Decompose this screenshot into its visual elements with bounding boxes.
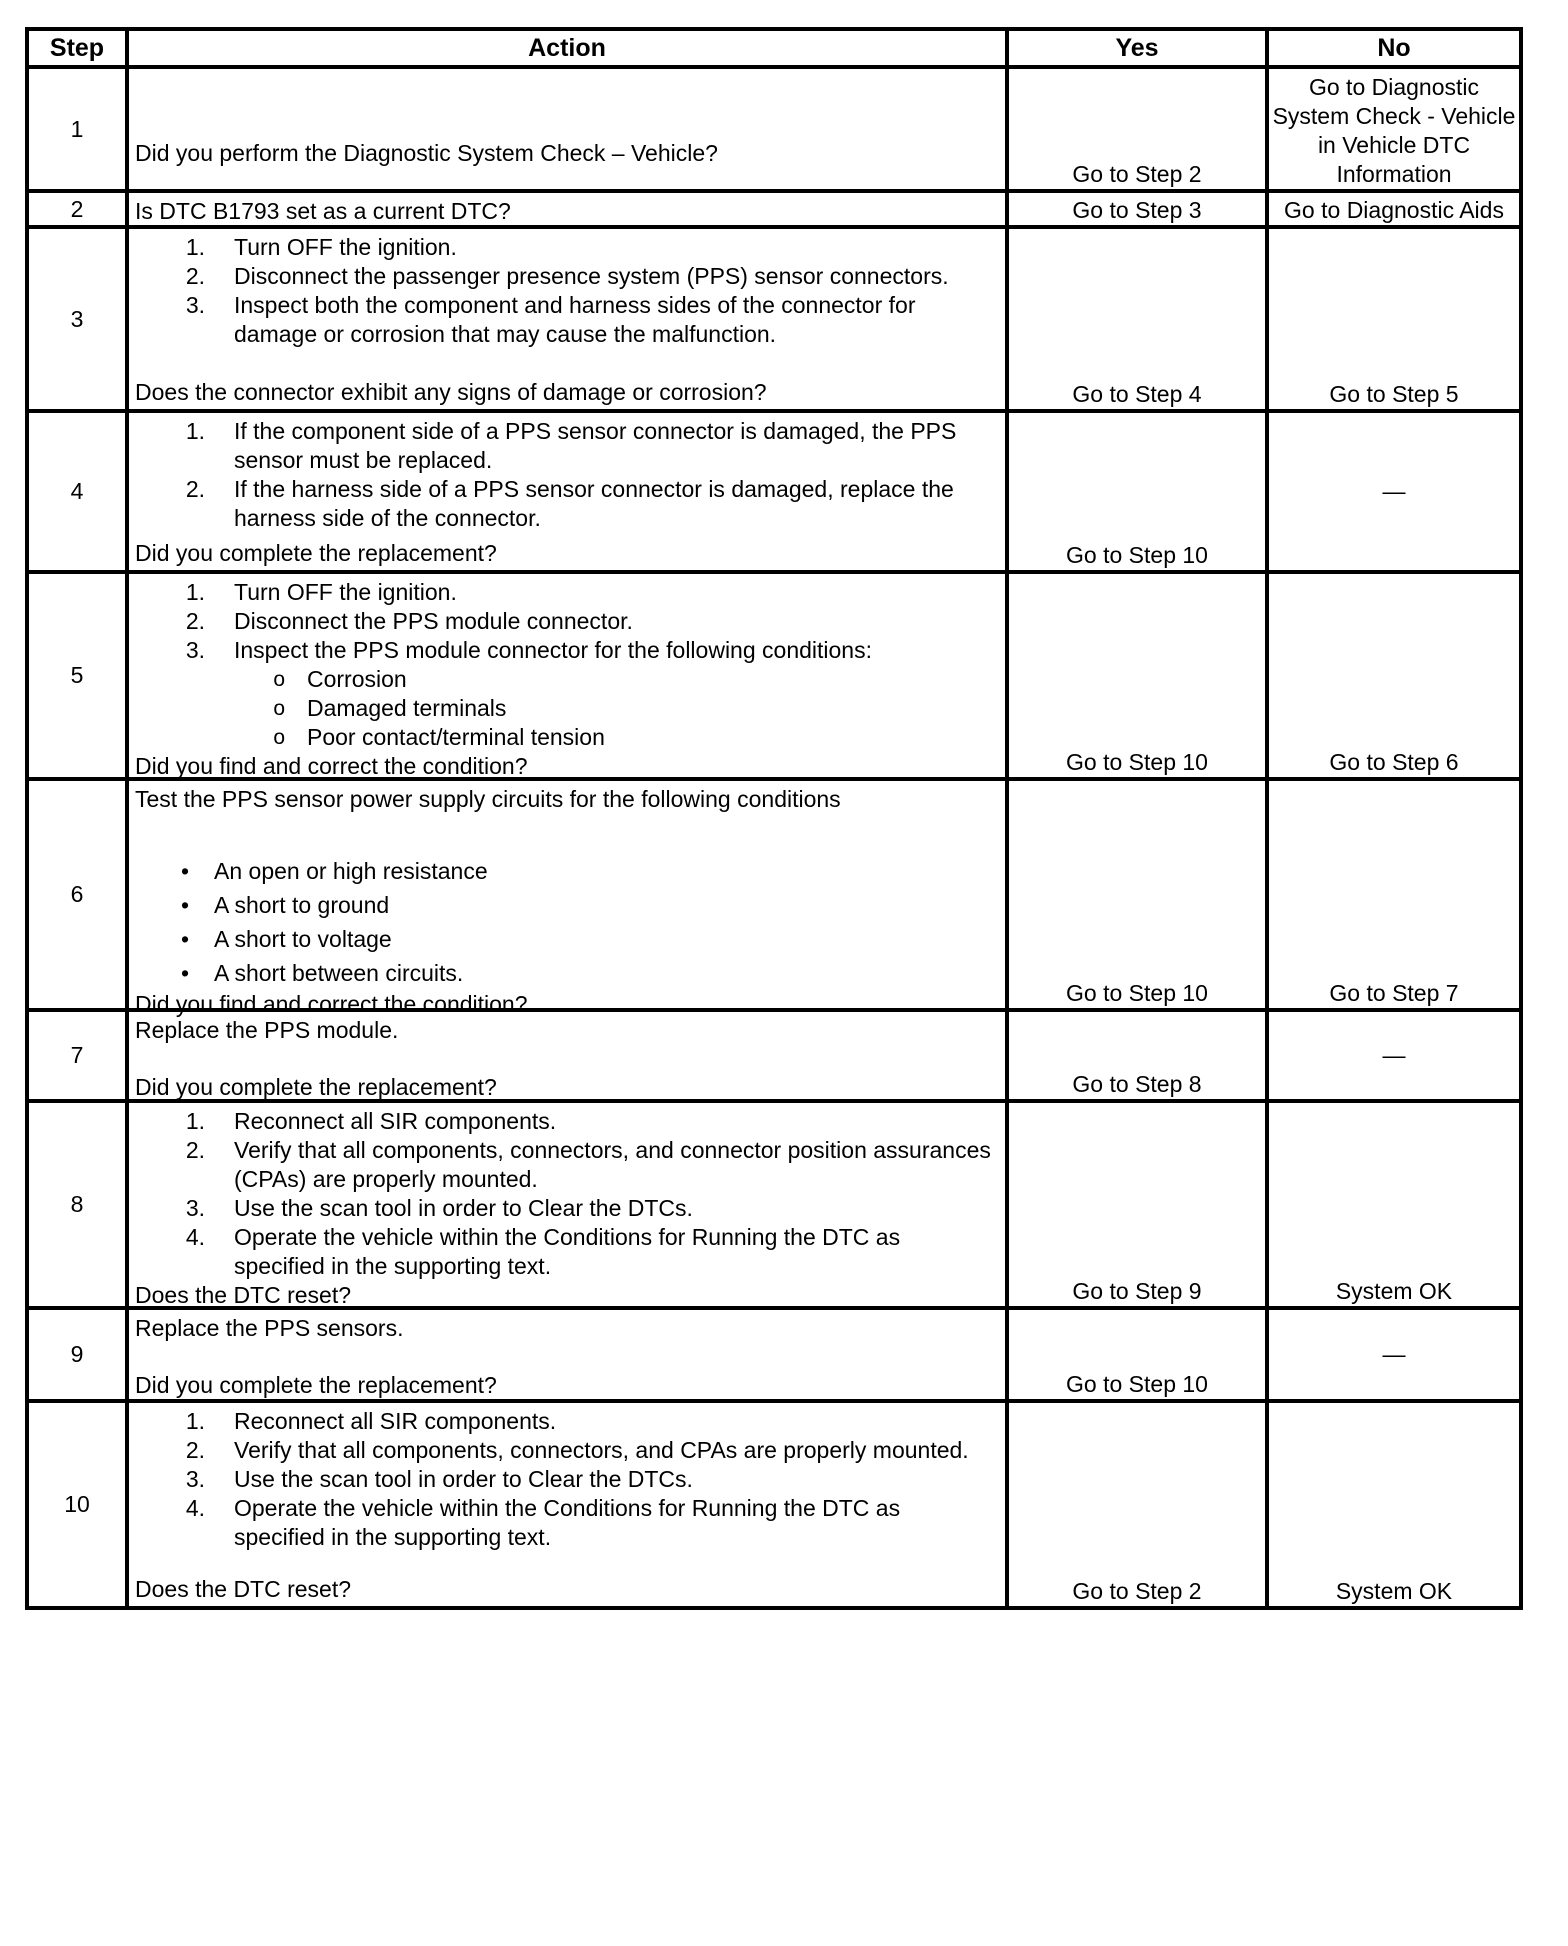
- table-row: [27, 572, 1521, 779]
- step-number: 3: [27, 227, 127, 411]
- step-number: 1: [27, 67, 127, 191]
- item-text: If the component side of a PPS sensor connector is damaged, the PPS sensor must be replaced.: [234, 418, 957, 473]
- list-item: [135, 1223, 997, 1281]
- bullet-icon: •: [180, 926, 189, 952]
- table-row: [27, 1401, 1521, 1608]
- item-text: Disconnect the PPS module connector.: [234, 608, 633, 634]
- table-row: [27, 67, 1521, 191]
- action-cell: [127, 1401, 1007, 1608]
- list-item: [135, 417, 997, 475]
- yes-result: Go to Step 9: [1007, 1101, 1267, 1308]
- yes-result: Go to Step 10: [1007, 411, 1267, 572]
- list-item: [135, 475, 997, 533]
- action-cell: [127, 227, 1007, 411]
- bullet-text: An open or high resistance: [214, 858, 488, 884]
- action-cell: [127, 67, 1007, 191]
- no-result: —: [1267, 411, 1521, 572]
- item-number: 2.: [185, 476, 205, 502]
- action-question: Did you complete the replacement?: [135, 1074, 497, 1100]
- action-cell: [127, 779, 1007, 1017]
- action-question: Does the DTC reset?: [135, 1282, 352, 1308]
- sub-list-item: [135, 723, 997, 752]
- table-body: [27, 67, 1521, 1608]
- no-result: Go to Step 7: [1267, 779, 1521, 1010]
- list-item: [135, 1136, 997, 1194]
- item-number: 4.: [185, 1224, 205, 1250]
- action-intro: Test the PPS sensor power supply circuits for the following conditions: [135, 786, 841, 812]
- list-item: [135, 636, 997, 665]
- table-row: [27, 1101, 1521, 1308]
- list-item: [135, 1194, 997, 1223]
- list-item: [135, 1465, 997, 1494]
- step-number: 4: [27, 411, 127, 572]
- sub-item-text: Poor contact/terminal tension: [307, 724, 605, 750]
- list-item: [135, 1407, 997, 1436]
- no-result: Go to Diagnostic System Check - Vehicle in Vehicle DTC Information: [1267, 67, 1521, 191]
- numbered-list: [135, 233, 997, 349]
- sub-list: [135, 665, 997, 752]
- step-number: 9: [27, 1308, 127, 1401]
- diagnostic-table: [25, 27, 1523, 1610]
- header-no: No: [1267, 29, 1521, 67]
- item-number: 2.: [185, 608, 205, 634]
- bullet-icon: •: [180, 892, 189, 918]
- yes-result: Go to Step 4: [1007, 227, 1267, 411]
- bullet-list-item: [135, 854, 997, 888]
- action-question: Did you complete the replacement?: [135, 1372, 497, 1398]
- yes-result: Go to Step 2: [1007, 1401, 1267, 1608]
- sub-item-text: Corrosion: [307, 666, 407, 692]
- table-row: [27, 1010, 1521, 1101]
- header-step: Step: [27, 29, 127, 67]
- header-row: [27, 29, 1521, 67]
- item-number: 2.: [185, 1137, 205, 1163]
- item-text: Verify that all components, connectors, and connector position assurances (CPAs) are properly mounted.: [234, 1137, 991, 1192]
- item-text: Turn OFF the ignition.: [234, 579, 457, 605]
- bullet-list-item: [135, 956, 997, 990]
- sub-list-item: [135, 665, 997, 694]
- no-result: —: [1267, 1010, 1521, 1101]
- action-intro: Replace the PPS module.: [135, 1017, 399, 1043]
- item-number: 3.: [185, 1195, 205, 1221]
- item-text: Use the scan tool in order to Clear the DTCs.: [234, 1466, 693, 1492]
- yes-result: Go to Step 3: [1007, 191, 1267, 227]
- action-intro: Replace the PPS sensors.: [135, 1315, 404, 1341]
- table-row: [27, 191, 1521, 227]
- step-number: 8: [27, 1101, 127, 1308]
- sub-list-item: [135, 694, 997, 723]
- action-cell: [127, 411, 1007, 572]
- list-item: [135, 1107, 997, 1136]
- header-action: Action: [127, 29, 1007, 67]
- no-result: System OK: [1267, 1101, 1521, 1308]
- action-cell: [127, 191, 1007, 227]
- item-text: Use the scan tool in order to Clear the DTCs.: [234, 1195, 693, 1221]
- item-text: Turn OFF the ignition.: [234, 234, 457, 260]
- yes-result: Go to Step 10: [1007, 779, 1267, 1010]
- action-cell: [127, 1308, 1007, 1401]
- list-item: [135, 1494, 997, 1552]
- yes-result: Go to Step 8: [1007, 1010, 1267, 1101]
- action-question: Did you perform the Diagnostic System Check – Vehicle?: [135, 140, 718, 166]
- item-text: Disconnect the passenger presence system (PPS) sensor connectors.: [234, 263, 949, 289]
- bullet-text: A short to ground: [214, 892, 390, 918]
- action-question: Does the DTC reset?: [135, 1576, 352, 1602]
- item-number: 3.: [185, 1466, 205, 1492]
- item-number: 1.: [185, 579, 205, 605]
- step-number: 6: [27, 779, 127, 1010]
- item-text: Operate the vehicle within the Conditions for Running the DTC as specified in the supporting text.: [234, 1495, 901, 1550]
- numbered-list: [135, 417, 997, 533]
- bullet-list-item: [135, 888, 997, 922]
- numbered-list: [135, 1107, 997, 1281]
- yes-result: Go to Step 2: [1007, 67, 1267, 191]
- yes-result: Go to Step 10: [1007, 1308, 1267, 1401]
- item-text: Reconnect all SIR components.: [234, 1408, 557, 1434]
- item-number: 4.: [185, 1495, 205, 1521]
- no-result: —: [1267, 1308, 1521, 1401]
- circle-bullet-icon: o: [273, 697, 285, 720]
- table-row: [27, 1308, 1521, 1401]
- circle-bullet-icon: o: [273, 668, 285, 691]
- bullet-text: A short to voltage: [214, 926, 392, 952]
- list-item: [135, 1436, 997, 1465]
- list-item: [135, 233, 997, 262]
- action-question: Did you find and correct the condition?: [135, 753, 528, 779]
- item-number: 1.: [185, 234, 205, 260]
- item-text: Verify that all components, connectors, and CPAs are properly mounted.: [234, 1437, 969, 1463]
- bullet-text: A short between circuits.: [214, 960, 464, 986]
- no-result: Go to Step 5: [1267, 227, 1521, 411]
- item-number: 2.: [185, 1437, 205, 1463]
- item-text: Operate the vehicle within the Conditions for Running the DTC as specified in the supporting text.: [234, 1224, 901, 1279]
- list-item: [135, 291, 997, 349]
- action-cell: [127, 1101, 1007, 1308]
- item-text: Reconnect all SIR components.: [234, 1108, 557, 1134]
- item-number: 1.: [185, 1108, 205, 1134]
- step-number: 5: [27, 572, 127, 779]
- item-number: 1.: [185, 1408, 205, 1434]
- sub-item-text: Damaged terminals: [307, 695, 507, 721]
- table-row: [27, 227, 1521, 411]
- no-result: Go to Step 6: [1267, 572, 1521, 779]
- header-yes: Yes: [1007, 29, 1267, 67]
- step-number: 7: [27, 1010, 127, 1101]
- item-number: 2.: [185, 263, 205, 289]
- step-number: 2: [27, 191, 127, 227]
- item-text: If the harness side of a PPS sensor connector is damaged, replace the harness side of the connector.: [234, 476, 954, 531]
- bullet-list-item: [135, 922, 997, 956]
- yes-result: Go to Step 10: [1007, 572, 1267, 779]
- action-question: Did you complete the replacement?: [135, 540, 497, 566]
- action-cell: [127, 1010, 1007, 1101]
- item-text: Inspect both the component and harness sides of the connector for damage or corrosion that may cause the malfunction.: [234, 292, 916, 347]
- no-result: System OK: [1267, 1401, 1521, 1608]
- table-row: [27, 779, 1521, 1010]
- bullet-icon: •: [180, 960, 189, 986]
- item-number: 3.: [185, 637, 205, 663]
- no-result: Go to Diagnostic Aids: [1267, 191, 1521, 227]
- step-number: 10: [27, 1401, 127, 1608]
- action-question: Did you find and correct the condition?: [135, 991, 528, 1017]
- action-cell: [127, 572, 1007, 779]
- list-item: [135, 262, 997, 291]
- list-item: [135, 578, 997, 607]
- circle-bullet-icon: o: [273, 726, 285, 749]
- numbered-list: [135, 578, 997, 665]
- bullet-list: [135, 854, 997, 990]
- action-question: Is DTC B1793 set as a current DTC?: [135, 198, 511, 224]
- item-number: 3.: [185, 292, 205, 318]
- action-question: Does the connector exhibit any signs of damage or corrosion?: [135, 379, 767, 405]
- numbered-list: [135, 1407, 997, 1552]
- item-number: 1.: [185, 418, 205, 444]
- list-item: [135, 607, 997, 636]
- item-text: Inspect the PPS module connector for the following conditions:: [234, 637, 872, 663]
- table-row: [27, 411, 1521, 572]
- bullet-icon: •: [180, 858, 189, 884]
